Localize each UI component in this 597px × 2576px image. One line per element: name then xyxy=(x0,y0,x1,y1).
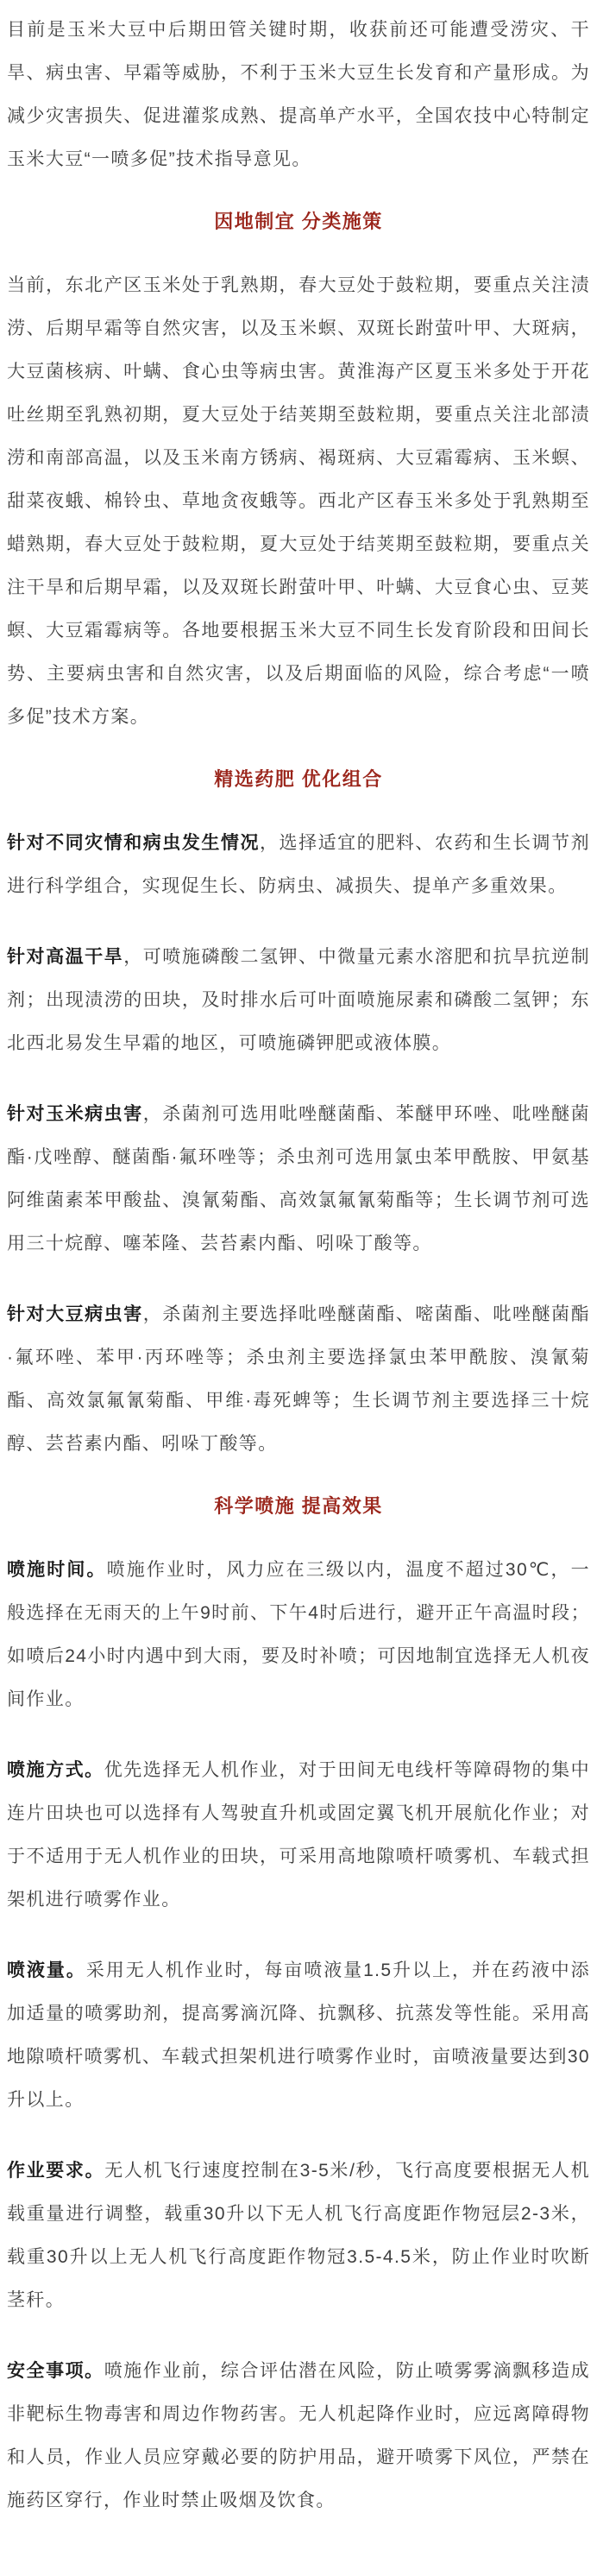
intro-paragraph: 目前是玉米大豆中后期田管关键时期，收获前还可能遭受涝灾、干旱、病虫害、早霜等威胁，不利于玉米大豆生长发育和产量形成。为减少灾害损失、促进灌浆成熟、提高单产水平，全国农技中心特制定玉米大豆“一喷多促”技术指导意见。 xyxy=(7,20,590,169)
section-heading-fertilizer-selection: 精选药肥 优化组合 xyxy=(214,768,383,790)
paragraph-lead: 作业要求。 xyxy=(7,2161,105,2181)
paragraph-spray-time xyxy=(7,1549,590,1721)
paragraph-text: 喷施作业前，综合评估潜在风险，防止喷雾雾滴飘移造成非靶标生物毒害和周边作物药害。无人机起降作业时，应远离障碍物和人员，作业人员应穿戴必要的防护用品，避开喷雾下风位，严禁在施药区穿行，作业时禁止吸烟及饮食。 xyxy=(7,2361,591,2510)
paragraph-safety-notes xyxy=(7,2350,590,2522)
paragraph-text: 无人机飞行速度控制在3-5米/秒，飞行高度要根据无人机载重量进行调整，载重30升以下无人机飞行高度距作物冠层2-3米，载重30升以上无人机飞行高度距作物冠3.5-4.5米，防止作业时吹断茎秆。 xyxy=(7,2161,591,2310)
paragraph-text: 优先选择无人机作业，对于田间无电线杆等障碍物的集中连片田块也可以选择有人驾驶直升机或固定翼飞机开展航化作业；对于不适用于无人机作业的田块，可采用高地隙喷杆喷雾机、车载式担架机进行喷雾作业。 xyxy=(7,1760,591,1910)
paragraph-operation-requirements xyxy=(7,2150,590,2322)
paragraph-disaster-pest-combination xyxy=(7,822,590,908)
paragraph-heat-drought xyxy=(7,936,590,1065)
paragraph-text: ，杀菌剂主要选择吡唑醚菌酯、嘧菌酯、吡唑醚菌酯·氟环唑、苯甲·丙环唑等；杀虫剂主要选择氯虫苯甲酰胺、溴氰菊酯、高效氯氟氰菊酯、甲维·毒死蜱等；生长调节剂主要选择三十烷醇、芸苔素内酯、吲哚丁酸等。 xyxy=(7,1304,590,1454)
paragraph-spray-method xyxy=(7,1749,590,1922)
paragraph-corn-pests xyxy=(7,1093,590,1266)
paragraph-lead: 针对高温干旱 xyxy=(7,947,124,967)
paragraph-lead: 针对不同灾情和病虫发生情况 xyxy=(7,833,260,853)
paragraph-text: ，杀菌剂可选用吡唑醚菌酯、苯醚甲环唑、吡唑醚菌酯·戊唑醇、醚菌酯·氟环唑等；杀虫剂可选用氯虫苯甲酰胺、甲氨基阿维菌素苯甲酸盐、溴氰菊酯、高效氯氟氰菊酯等；生长调节剂可选用三十烷醇、噻苯隆、芸苔素内酯、吲哚丁酸等。 xyxy=(7,1104,590,1253)
section-heading-scientific-spraying: 科学喷施 提高效果 xyxy=(214,1495,383,1517)
paragraph-lead: 安全事项。 xyxy=(7,2361,104,2381)
paragraph-lead: 针对玉米病虫害 xyxy=(7,1104,143,1124)
paragraph-lead: 针对大豆病虫害 xyxy=(7,1304,143,1324)
paragraph-text: ，可喷施磷酸二氢钾、中微量元素水溶肥和抗旱抗逆制剂；出现渍涝的田块，及时排水后可叶面喷施尿素和磷酸二氢钾；东北西北易发生早霜的地区，可喷施磷钾肥或液体膜。 xyxy=(7,947,590,1053)
paragraph-soybean-pests xyxy=(7,1293,590,1466)
paragraph-spray-volume xyxy=(7,1949,590,2122)
paragraph-lead: 喷液量。 xyxy=(7,1960,86,1980)
paragraph-lead: 喷施时间。 xyxy=(7,1560,107,1580)
paragraph-region-overview: 当前，东北产区玉米处于乳熟期，春大豆处于鼓粒期，要重点关注渍涝、后期早霜等自然灾害，以及玉米螟、双斑长跗萤叶甲、大斑病，大豆菌核病、叶螨、食心虫等病虫害。黄淮海产区夏玉米多处于开花吐丝期至乳熟初期，夏大豆处于结荚期至鼓粒期，要重点关注北部渍涝和南部高温，以及玉米南方锈病、褐斑病、大豆霜霉病、玉米螟、甜菜夜蛾、棉铃虫、草地贪夜蛾等。西北产区春玉米多处于乳熟期至蜡熟期，春大豆处于鼓粒期，夏大豆处于结荚期至鼓粒期，要重点关注干旱和后期早霜，以及双斑长跗萤叶甲、叶螨、大豆食心虫、豆荚螟、大豆霜霉病等。各地要根据玉米大豆不同生长发育阶段和田间长势、主要病虫害和自然灾害，以及后期面临的风险，综合考虑“一喷多促”技术方案。 xyxy=(7,275,590,727)
paragraph-text: 喷施作业时，风力应在三级以内，温度不超过30℃，一般选择在无雨天的上午9时前、下午4时后进行，避开正午高温时段；如喷后24小时内遇中到大雨，要及时补喷；可因地制宜选择无人机夜间作业。 xyxy=(7,1560,591,1709)
paragraph-lead: 喷施方式。 xyxy=(7,1760,104,1780)
paragraph-text: 采用无人机作业时，每亩喷液量1.5升以上，并在药液中添加适量的喷雾助剂，提高雾滴沉降、抗飘移、抗蒸发等性能。采用高地隙喷杆喷雾机、车载式担架机进行喷雾作业时，亩喷液量要达到30升以上。 xyxy=(7,1960,590,2110)
paragraph-text: ，选择适宜的肥料、农药和生长调节剂进行科学组合，实现促生长、防病虫、减损失、提单产多重效果。 xyxy=(7,833,590,896)
section-heading-region-strategy: 因地制宜 分类施策 xyxy=(214,211,383,232)
